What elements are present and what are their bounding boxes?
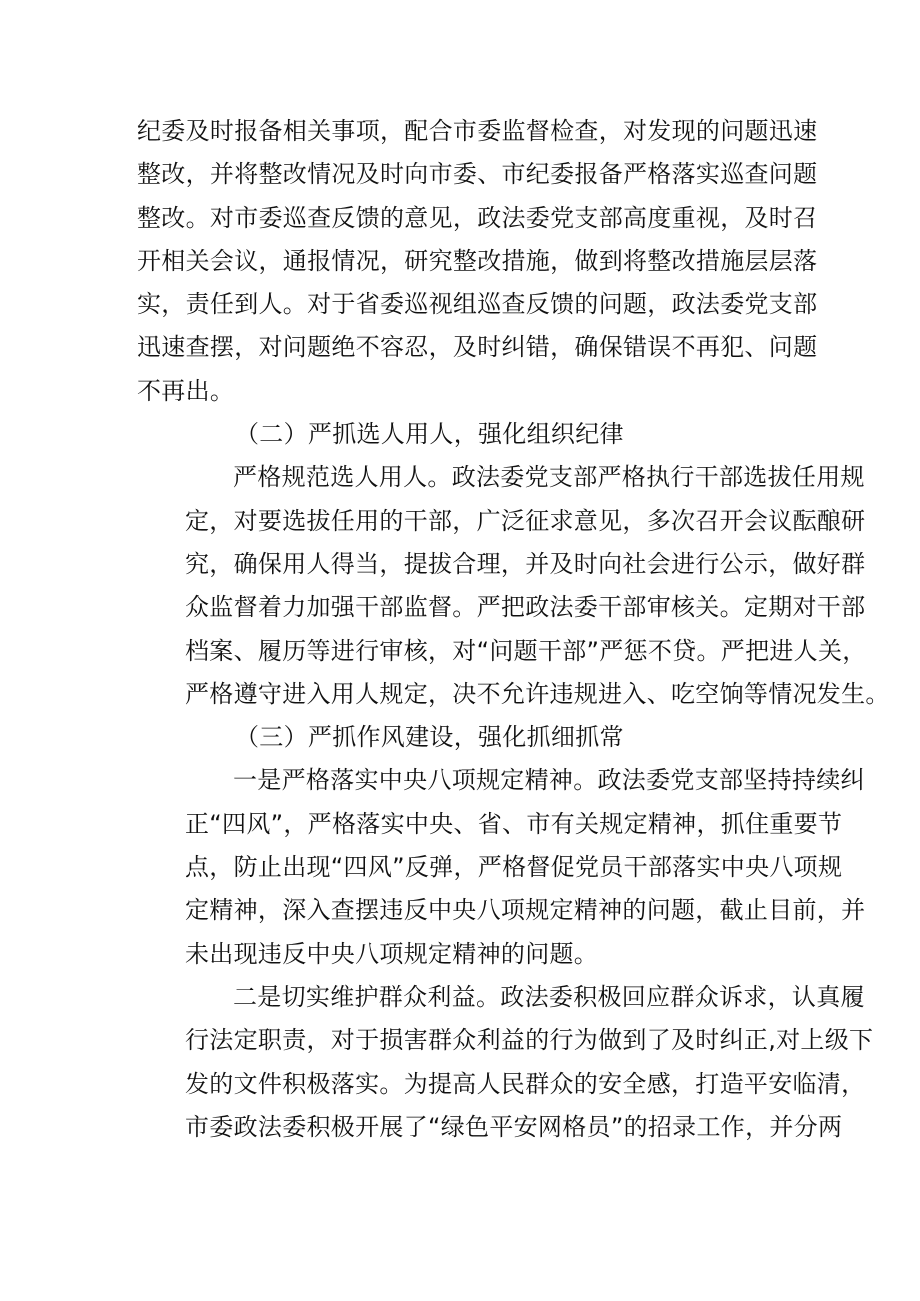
text-line: 究，确保用人得当，提拔合理，并及时向社会进行公示，做好群: [185, 549, 866, 578]
text-line: 整改。对市委巡查反馈的意见，政法委党支部高度重视，及时召: [137, 203, 818, 232]
text-line: 定精神，深入查摆违反中央八项规定精神的问题，截止目前，并: [185, 896, 866, 925]
text-line: 点，防止出现“四风”反弹，严格督促党员干部落实中央八项规: [185, 853, 843, 882]
paragraph: [137, 976, 874, 1149]
text-line: 市委政法委积极开展了“绿色平安网格员”的招录工作，并分两: [185, 1112, 843, 1141]
text-line: 整改，并将整改情况及时向市委、市纪委报备严格落实巡查问题: [137, 160, 818, 189]
paragraph-continued: [137, 110, 818, 413]
section-heading: [137, 413, 797, 456]
text-line: 正“四风”，严格落实中央、省、市有关规定精神，抓住重要节: [185, 809, 843, 838]
section-heading: [137, 716, 797, 759]
text-line: 二是切实维护群众利益。政法委积极回应群众诉求，认真履: [233, 982, 865, 1011]
paragraph: [137, 456, 890, 716]
text-line: 严格规范选人用人。政法委党支部严格执行干部选拔任用规: [233, 463, 865, 492]
document-body: [137, 110, 890, 1149]
text-line: 开相关会议，通报情况，研究整改措施，做到将整改措施层层落: [137, 246, 818, 275]
text-line: 众监督着力加强干部监督。严把政法委干部审核关。定期对干部: [185, 593, 866, 622]
text-line: 发的文件积极落实。为提高人民群众的安全感，打造平安临清，: [185, 1069, 866, 1098]
text-line: （二）严抓选人用人，强化组织纪律: [235, 420, 624, 449]
paragraph: [137, 759, 866, 975]
text-line: 一是严格落实中央八项规定精神。政法委党支部坚持持续纠: [233, 766, 865, 795]
text-line: 未出现违反中央八项规定精神的问题。: [185, 939, 599, 968]
text-line: 行法定职责，对于损害群众利益的行为做到了及时纠正,对上级下: [185, 1026, 874, 1055]
text-line: 档案、履历等进行审核，对“问题干部”严惩不贷。严把进人关，: [185, 636, 867, 665]
text-line: 纪委及时报备相关事项，配合市委监督检查，对发现的问题迅速: [137, 117, 818, 145]
text-line: 不再出。: [137, 376, 235, 405]
text-line: 严格遵守进入用人规定，决不允许违规进入、吃空饷等情况发生。: [185, 679, 890, 708]
text-line: （三）严抓作风建设，强化抓细抓常: [235, 723, 624, 752]
text-line: 实，责任到人。对于省委巡视组巡查反馈的问题，政法委党支部: [137, 290, 818, 319]
text-line: 迅速查摆，对问题绝不容忍，及时纠错，确保错误不再犯、问题: [137, 333, 818, 362]
text-line: 定，对要选拔任用的干部，广泛征求意见，多次召开会议酝酿研: [185, 506, 866, 535]
